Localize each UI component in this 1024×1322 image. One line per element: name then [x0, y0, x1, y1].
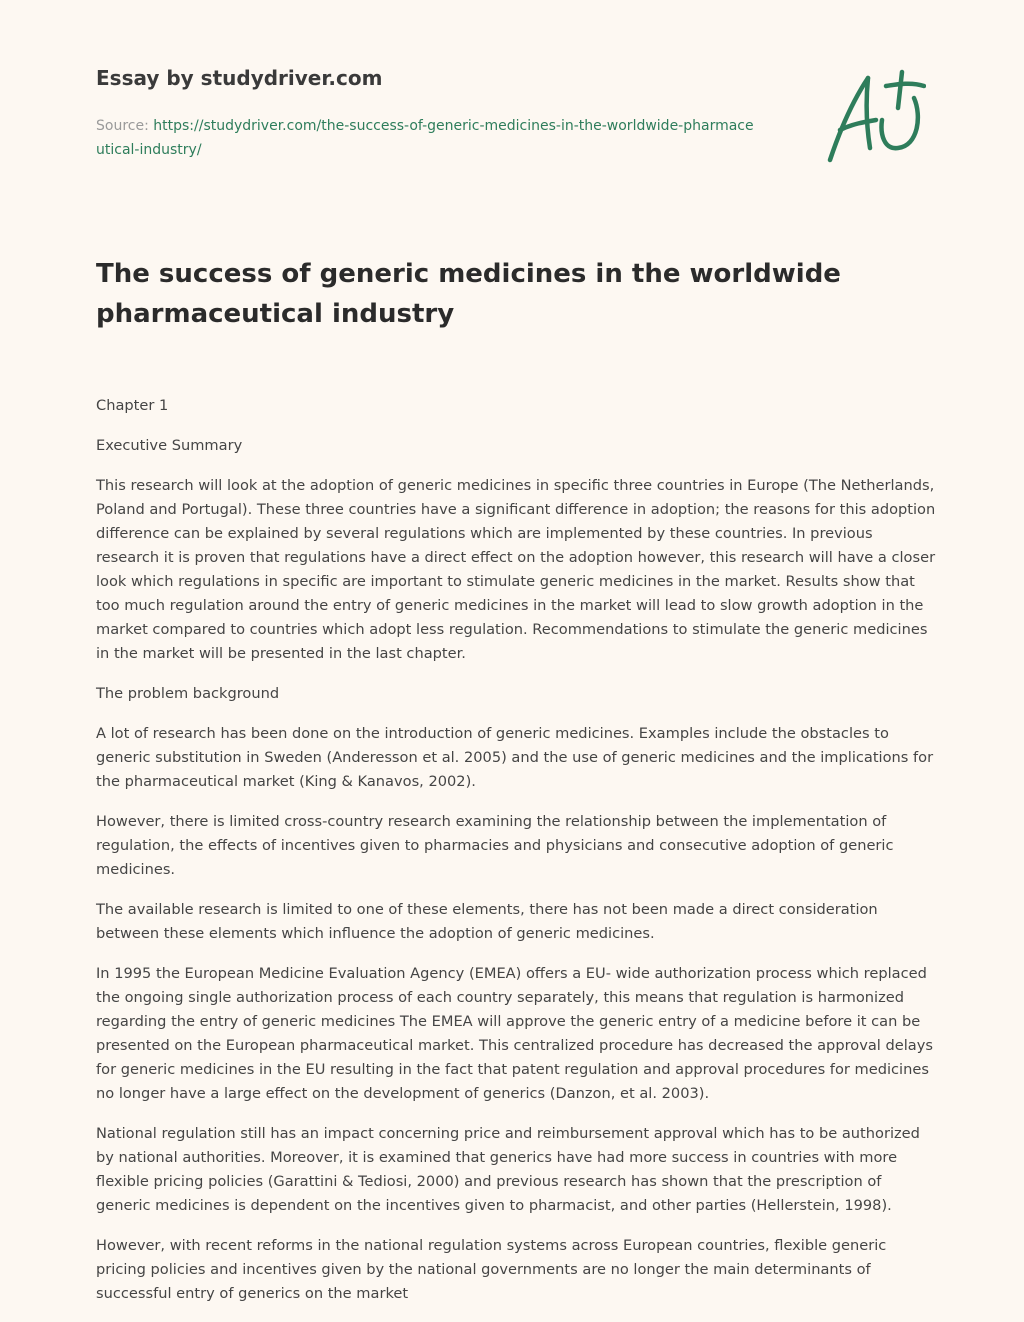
paragraph: The available research is limited to one of these elements, there has not been made a direct consideration between these elements which influence the adoption of generic medicines.	[96, 901, 878, 942]
paragraph: However, there is limited cross-country research examining the relationship between the implementation of regulation, the effects of incentives given to pharmacies and physicians and consecutive adoption of generic medicines.	[96, 813, 894, 878]
source-link[interactable]: https://studydriver.com/the-success-of-generic-medicines-in-the-worldwide-pharmaceutical-industry/	[96, 118, 754, 158]
a-plus-logo-icon	[822, 68, 926, 164]
paragraph: In 1995 the European Medicine Evaluation Agency (EMEA) offers a EU- wide authorization process which replaced the ongoing single authorization process of each country separately, this means that regulation is harmonized regarding the entry of generic medicines The EMEA will approve the generic entry of a medicine before it can be presented on the European pharmaceutical market. This centralized procedure has decreased the approval delays for generic medicines in the EU resulting in the fact that patent regulation and approval procedures for medicines no longer have a large effect on the development of generics (Danzon, et al. 2003).	[96, 965, 933, 1102]
document-title: The success of generic medicines in the worldwide pharmaceutical industry	[96, 259, 841, 329]
paragraph: However, with recent reforms in the national regulation systems across European countries, flexible generic pricing policies and incentives given by the national governments are no longer the main determinants of successful entry of generics on the market	[96, 1237, 887, 1302]
document-body	[96, 394, 936, 1322]
section-heading-executive-summary: Executive Summary	[96, 437, 243, 454]
source-line	[96, 114, 756, 162]
paragraph: A lot of research has been done on the introduction of generic medicines. Examples include the obstacles to generic substitution in Sweden (Anderesson et al. 2005) and the use of generic medicines and the implications for the pharmaceutical market (King & Kanavos, 2002).	[96, 725, 934, 790]
source-label: Source:	[96, 118, 149, 134]
site-title: Essay by studydriver.com	[96, 66, 383, 90]
chapter-heading: Chapter 1	[96, 397, 169, 414]
section-heading-problem-background: The problem background	[96, 685, 280, 702]
paragraph: This research will look at the adoption of generic medicines in specific three countries in Europe (The Netherlands, Poland and Portugal). These three countries have a significant difference in adoption; the reasons for this adoption difference can be explained by several regulations which are implemented by these countries. In previous research it is proven that regulations have a direct effect on the adoption however, this research will have a closer look which regulations in specific are important to stimulate generic medicines in the market. Results show that too much regulation around the entry of generic medicines in the market will lead to slow growth adoption in the market compared to countries which adopt less regulation. Recommendations to stimulate the generic medicines in the market will be presented in the last chapter.	[96, 477, 936, 662]
document-header	[96, 64, 796, 162]
paragraph: National regulation still has an impact concerning price and reimbursement approval which has to be authorized by national authorities. Moreover, it is examined that generics have had more success in countries with more flexible pricing policies (Garattini & Tediosi, 2000) and previous research has shown that the prescription of generic medicines is dependent on the incentives given to pharmacist, and other parties (Hellerstein, 1998).	[96, 1125, 920, 1214]
